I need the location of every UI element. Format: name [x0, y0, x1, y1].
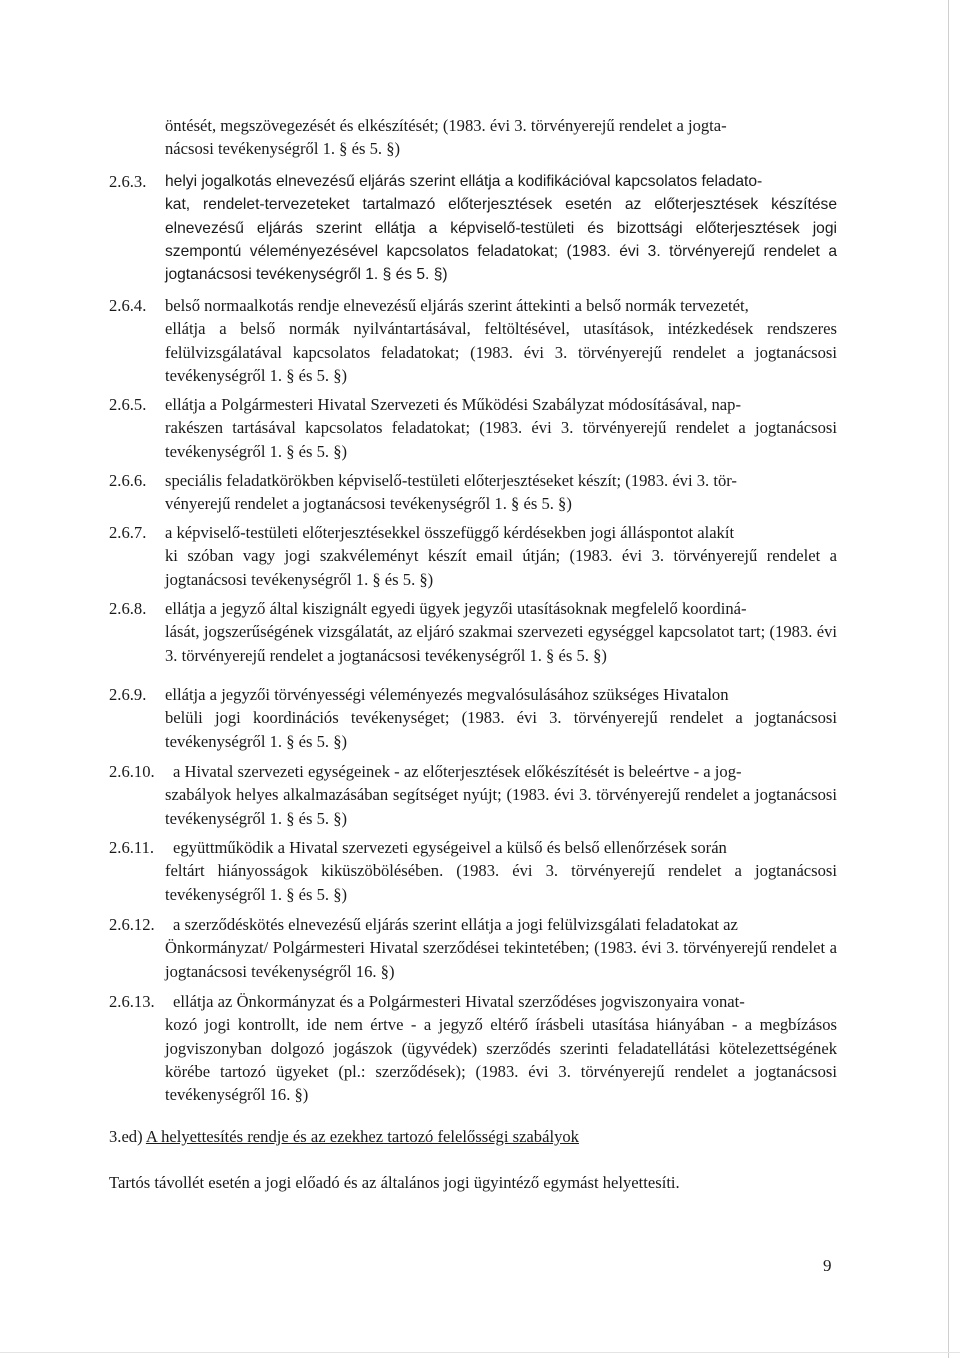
item-first-line: ellátja a jegyző által kiszignált egyedi ügyek jegyzői utasításoknak megfelelő koordiná- [165, 599, 747, 618]
closing-text: Tartós távollét esetén a jogi előadó és az általános jogi ügyintéző egymást helyettesíti. [109, 1173, 680, 1192]
item-first-line: speciális feladatkörökben képviselő-testületi előterjesztéseket készít; (1983. évi 3. tör- [165, 471, 737, 490]
list-item [109, 597, 837, 667]
closing-paragraph [109, 1171, 680, 1194]
item-first-line: ellátja a jegyzői törvényességi véleményezés megvalósulásához szükséges Hivatalon [165, 685, 729, 704]
intro-paragraph [165, 114, 837, 161]
item-continuation: kat, rendelet-tervezeteket tartalmazó előterjesztések esetén az előterjesztések készítése elnevezésű eljárás szerint ellátja a képviselő-testületi és bizottsági előterjesztések jogi szempontú véleményezésével kapcsolatos feladatokat; (1983. évi 3. törvényerejű rendelet a jogtanácsosi tevékenységről 1. § és 5. §) [165, 196, 837, 284]
item-first-line: ellátja a Polgármesteri Hivatal Szervezeti és Működési Szabályzat módosításával, nap- [165, 395, 741, 414]
item-first-line: a képviselő-testületi előterjesztésekkel összefüggő kérdésekben jogi álláspontot alakít [165, 523, 735, 542]
section-heading [109, 1125, 579, 1148]
item-first-line: ellátja az Önkormányzat és a Polgármesteri Hivatal szerződéses jogviszonyaira vonat- [173, 992, 745, 1011]
item-number: 2.6.12. [109, 915, 155, 934]
item-first-line: együttműködik a Hivatal szervezeti egységeivel a külső és belső ellenőrzések során [173, 838, 727, 857]
item-continuation: lását, jogszerűségének vizsgálatát, az eljáró szakmai szervezeti egységgel kapcsolatot tart; (1983. évi 3. törvényerejű rendelet a jogtanácsosi tevékenységről 1. § és 5. §) [165, 622, 837, 665]
list-item [109, 913, 837, 983]
list-item [109, 760, 837, 830]
item-continuation: rakészen tartásával kapcsolatos feladatokat; (1983. évi 3. törvényerejű rendelet a jogtanácsosi tevékenységről 1. § és 5. §) [165, 418, 837, 461]
item-continuation: kozó jogi kontrollt, ide nem értve - a jegyző eltérő írásbeli utasítása hiányában - a megbízásos jogviszonyban dolgozó jogászok (ügyvédek) szerződés szerinti feladatellátási kötelezettségének körébe tartozó ügyeket (pl.: szerződések); (1983. évi 3. törvényerejű rendelet a jogtanácsosi tevékenységről 16. §) [165, 1015, 837, 1105]
item-continuation: ki szóban vagy jogi szakvéleményt készít email útján; (1983. évi 3. törvényerejű rendelet a jogtanácsosi tevékenységről 1. § és 5. §) [165, 546, 837, 589]
scan-bottom-line [0, 1352, 960, 1353]
list-item [109, 521, 837, 591]
item-number: 2.6.8. [109, 599, 147, 618]
item-continuation: feltárt hiányosságok kiküszöbölésében. (1983. évi 3. törvényerejű rendelet a jogtanácsosi tevékenységről 1. § és 5. §) [165, 861, 837, 904]
list-item [109, 683, 837, 753]
item-number: 2.6.7. [109, 523, 147, 542]
list-item [109, 393, 837, 463]
item-continuation: belüli jogi koordinációs tevékenységet; (1983. évi 3. törvényerejű rendelet a jogtanácsosi tevékenységről 1. § és 5. §) [165, 708, 837, 751]
scan-edge-line [948, 0, 949, 1358]
page-number: 9 [823, 1256, 832, 1275]
section-prefix: 3.ed) [109, 1127, 143, 1146]
intro-line-1: öntését, megszövegezését és elkészítését; (1983. évi 3. törvényerejű rendelet a jogta- [165, 116, 727, 135]
item-number: 2.6.5. [109, 395, 147, 414]
list-item [109, 836, 837, 906]
item-number: 2.6.13. [109, 992, 155, 1011]
intro-line-2: nácsosi tevékenységről 1. § és 5. §) [165, 139, 401, 159]
item-first-line: a szerződéskötés elnevezésű eljárás szerint ellátja a jogi felülvizsgálati feladatokat az [173, 915, 738, 934]
item-first-line: helyi jogalkotás elnevezésű eljárás szerint ellátja a kodifikációval kapcsolatos feladato- [165, 173, 763, 190]
list-item [109, 170, 837, 286]
item-continuation: Önkormányzat/ Polgármesteri Hivatal szerződései tekintetében; (1983. évi 3. törvényerejű rendelet a jogtanácsosi tevékenységről 16. §) [165, 938, 837, 981]
list-item [109, 294, 837, 387]
item-continuation: szabályok helyes alkalmazásában segítséget nyújt; (1983. évi 3. törvényerejű rendelet a jogtanácsosi tevékenységről 1. § és 5. §) [165, 785, 837, 828]
item-number: 2.6.6. [109, 471, 147, 490]
item-number: 2.6.4. [109, 296, 147, 315]
item-number: 2.6.9. [109, 685, 147, 704]
item-first-line: belső normaalkotás rendje elnevezésű eljárás szerint áttekinti a belső normák tervezetét, [165, 296, 749, 315]
item-first-line: a Hivatal szervezeti egységeinek - az előterjesztések előkészítését is beleértve - a jog- [173, 762, 742, 781]
section-title: A helyettesítés rendje és az ezekhez tartozó felelősségi szabályok [145, 1127, 579, 1146]
list-item [109, 990, 837, 1106]
item-continuation: ellátja a belső normák nyilvántartásával, feltöltésével, utasítások, intézkedések rendszeres felülvizsgálatával kapcsolatos feladatokat; (1983. évi 3. törvényerejű rendelet a jogtanácsosi tevékenységről 1. § és 5. §) [165, 319, 837, 385]
item-number: 2.6.3. [109, 172, 147, 191]
item-number: 2.6.10. [109, 762, 155, 781]
list-item [109, 469, 837, 516]
item-number: 2.6.11. [109, 838, 155, 857]
item-continuation: vényerejű rendelet a jogtanácsosi tevékenységről 1. § és 5. §) [165, 494, 572, 514]
